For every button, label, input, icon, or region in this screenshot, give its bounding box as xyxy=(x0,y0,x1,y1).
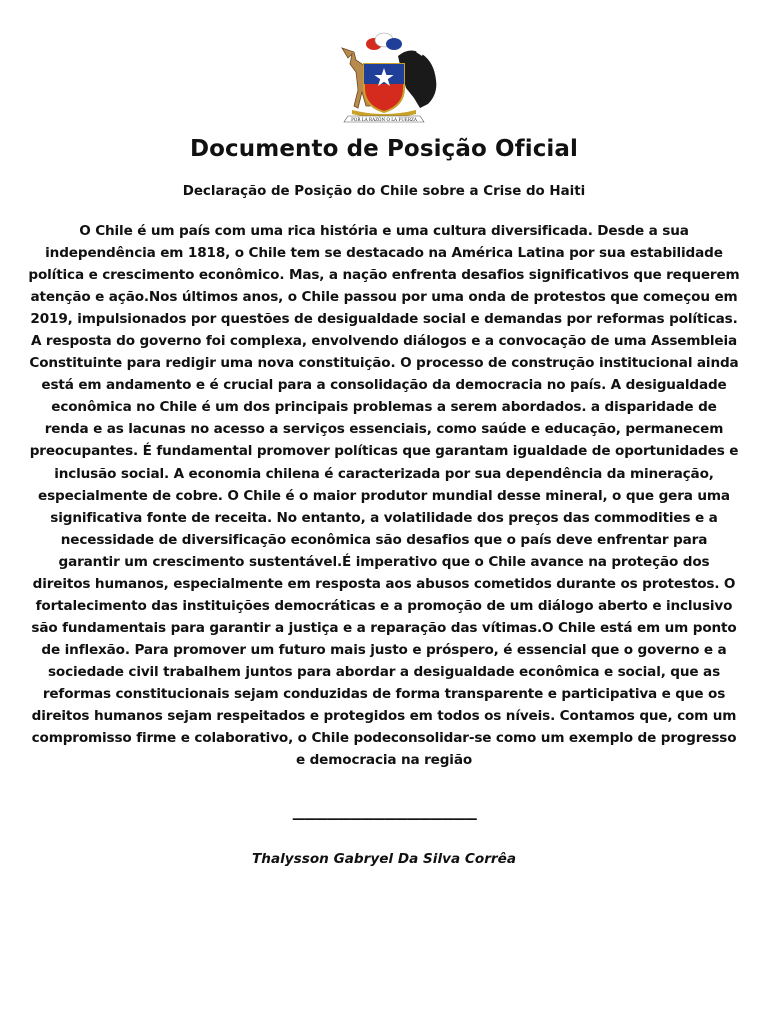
crest-motto: POR LA RAZÓN O LA FUERZA xyxy=(351,117,417,122)
signatory-name: Thalysson Gabryel Da Silva Corrêa xyxy=(252,851,516,867)
document-body: O Chile é um país com uma rica história e uma cultura diversificada. Desde a sua independência em 1818, o Chile tem se destacado na América Latina por sua estabilidade política e crescimento econômico. Mas, a nação enfrenta desafios significativos que requerem atenção e ação.Nos últimos anos, o Chile passou por uma onda de protestos que começou em 2019, impulsionados por questões de desigualdade social e demandas por reformas políticas. A resposta do governo foi complexa, envolvendo diálogos e a convocação de uma Assembleia Constituinte para redigir uma nova constituição. O processo de construção institucional ainda está em andamento e é crucial para a consolidação da democracia no país. A desigualdade econômica no Chile é um dos principais problemas a serem abordados. a disparidade de renda e as lacunas no acesso a serviços essenciais, como saúde e educação, permanecem preocupantes. É fundamental promover políticas que garantam igualdade de oportunidades e inclusão social. A economia chilena é caracterizada por sua dependência da mineração, especialmente de cobre. O Chile é o maior produtor mundial desse mineral, o que gera uma significativa fonte de receita. No entanto, a volatilidade dos preços das commodities e a necessidade de diversificação econômica são desafios que o país deve enfrentar para garantir um crescimento sustentável.É imperativo que o Chile avance na proteção dos direitos humanos, especialmente em resposta aos abusos cometidos durante os protestos. O fortalecimento das instituições democráticas e a promoção de um diálogo aberto e inclusivo são fundamentais para garantir a justiça e a reparação das vítimas.O Chile está em um ponto de inflexão. Para promover um futuro mais justo e próspero, é essencial que o governo e a sociedade civil trabalhem juntos para abordar a desigualdade econômica e social, que as reformas constitucionais sejam conduzidas de forma transparente e participativa e que os direitos humanos sejam respeitados e protegidos em todos os níveis. Contamos que, com um compromisso firme e colaborativo, o Chile podeconsolidar-se como um exemplo de progresso e democracia na região xyxy=(28,223,740,769)
chile-coat-of-arms-icon xyxy=(318,28,450,126)
signature-line: ———————————————— xyxy=(292,812,476,827)
document-subtitle: Declaração de Posição do Chile sobre a Crise do Haiti xyxy=(182,184,586,199)
document-title: Documento de Posição Oficial xyxy=(189,136,579,162)
